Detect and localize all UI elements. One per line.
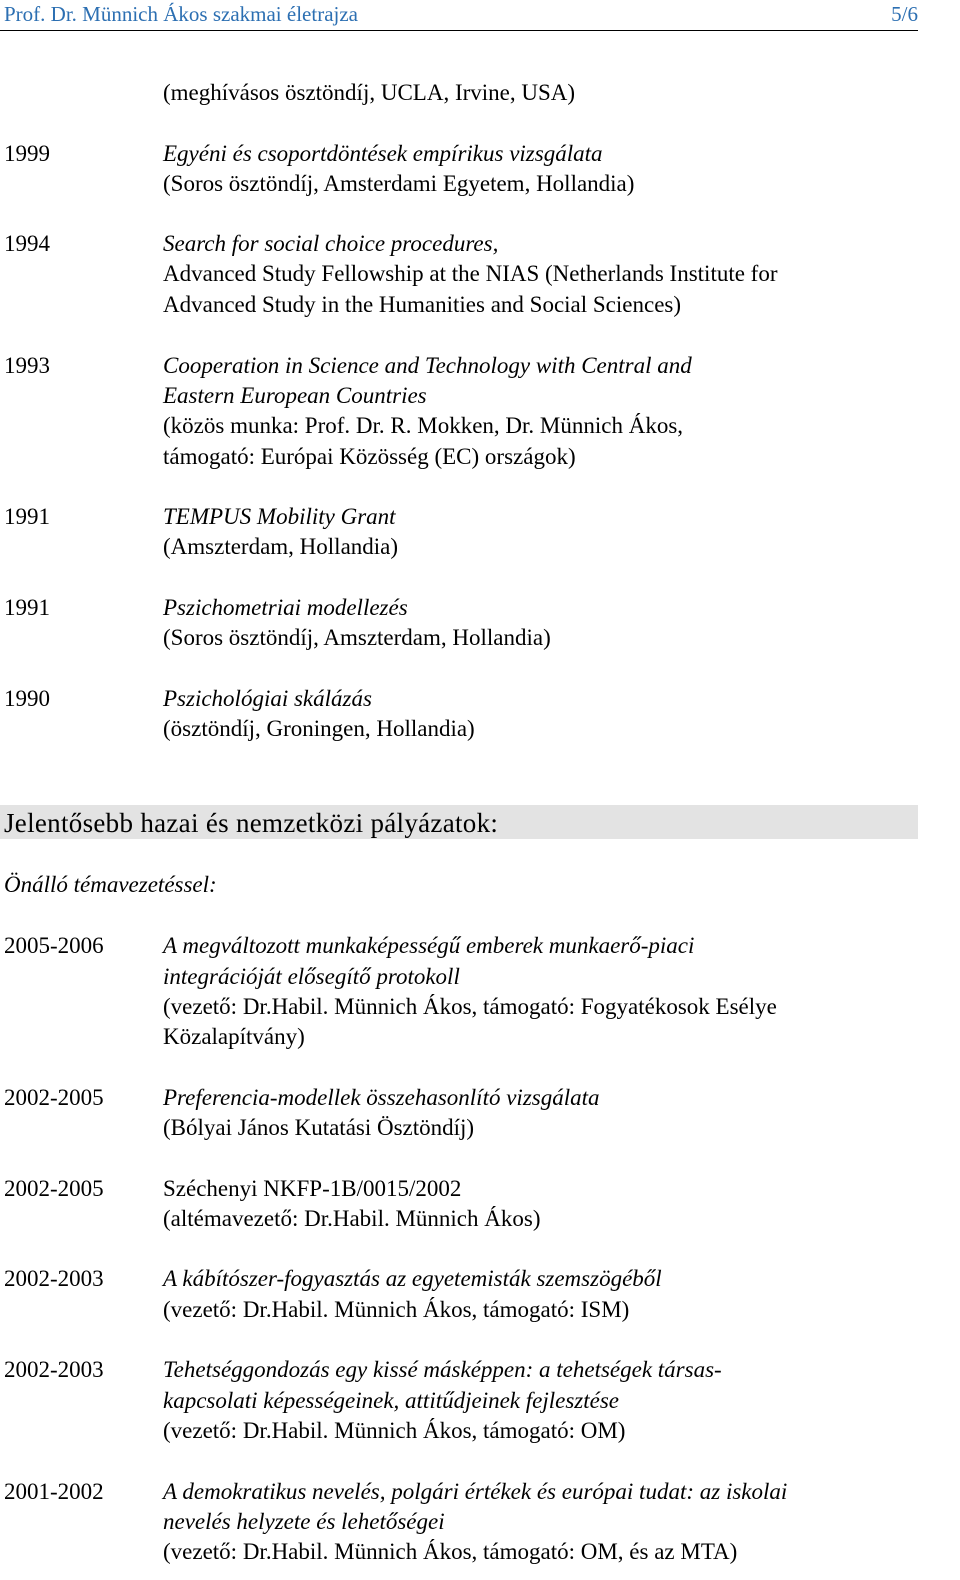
grant-detail: (vezető: Dr.Habil. Münnich Ákos, támogató: OM) bbox=[163, 1418, 626, 1443]
grant-years: 2002-2005 bbox=[4, 1085, 104, 1110]
grant-detail: (vezető: Dr.Habil. Münnich Ákos, támogató: Fogyatékosok Esélye bbox=[163, 994, 777, 1019]
entry-title: Pszichometriai modellezés bbox=[163, 595, 408, 620]
entry-year: 1993 bbox=[4, 353, 50, 378]
entry-year: 1999 bbox=[4, 141, 50, 166]
entry-title: Egyéni és csoportdöntések empírikus vizsgálata bbox=[163, 141, 603, 166]
grant-title: Preferencia-modellek összehasonlító vizsgálata bbox=[163, 1085, 600, 1110]
grant-title: Széchenyi NKFP-1B/0015/2002 bbox=[163, 1176, 462, 1201]
grant-title: A demokratikus nevelés, polgári értékek és európai tudat: az iskolai bbox=[163, 1479, 788, 1504]
subsection-title: Önálló témavezetéssel: bbox=[4, 872, 217, 897]
grant-title: Tehetséggondozás egy kissé másképpen: a tehetségek társas- bbox=[163, 1357, 722, 1382]
entry-detail: (közös munka: Prof. Dr. R. Mokken, Dr. Münnich Ákos, bbox=[163, 413, 684, 438]
header-title: Prof. Dr. Münnich Ákos szakmai életrajza bbox=[4, 2, 358, 26]
grant-title: integrációját elősegítő protokoll bbox=[163, 964, 460, 989]
entry-detail: (ösztöndíj, Groningen, Hollandia) bbox=[163, 716, 475, 741]
grant-title: A megváltozott munkaképességű emberek munkaerő-piaci bbox=[163, 933, 695, 958]
grant-years: 2002-2003 bbox=[4, 1266, 104, 1291]
entry-title: Search for social choice procedures, bbox=[163, 231, 499, 256]
grant-title: nevelés helyzete és lehetőségei bbox=[163, 1509, 445, 1534]
section-title: Jelentősebb hazai és nemzetközi pályázatok: bbox=[4, 808, 499, 838]
entry-year: 1991 bbox=[4, 595, 50, 620]
entry-detail: (Soros ösztöndíj, Amsterdami Egyetem, Hollandia) bbox=[163, 171, 635, 196]
entry-detail: Advanced Study Fellowship at the NIAS (Netherlands Institute for bbox=[163, 261, 778, 286]
grant-detail: (Bólyai János Kutatási Ösztöndíj) bbox=[163, 1115, 475, 1140]
grant-title: A kábítószer-fogyasztás az egyetemisták szemszögéből bbox=[163, 1266, 662, 1291]
grant-detail: (vezető: Dr.Habil. Münnich Ákos, támogató: OM, és az MTA) bbox=[163, 1539, 738, 1564]
entry-year: 1991 bbox=[4, 504, 50, 529]
page-number: 5/6 bbox=[891, 2, 918, 26]
entry-title: Eastern European Countries bbox=[163, 383, 427, 408]
grant-years: 2005-2006 bbox=[4, 933, 104, 958]
entry-title: TEMPUS Mobility Grant bbox=[163, 504, 396, 529]
grant-years: 2002-2003 bbox=[4, 1357, 104, 1382]
entry-detail: Advanced Study in the Humanities and Social Sciences) bbox=[163, 292, 682, 317]
grant-years: 2001-2002 bbox=[4, 1479, 104, 1504]
entry-detail: (Amszterdam, Hollandia) bbox=[163, 534, 399, 559]
grant-detail: (altémavezető: Dr.Habil. Münnich Ákos) bbox=[163, 1206, 541, 1231]
entry-title: Pszichológiai skálázás bbox=[163, 686, 372, 711]
grant-title: kapcsolati képességeinek, attitűdjeinek fejlesztése bbox=[163, 1388, 620, 1413]
entry-title: Cooperation in Science and Technology with Central and bbox=[163, 353, 692, 378]
entry-detail: (Soros ösztöndíj, Amszterdam, Hollandia) bbox=[163, 625, 551, 650]
grant-years: 2002-2005 bbox=[4, 1176, 104, 1201]
entry-detail: támogató: Európai Közösség (EC) országok) bbox=[163, 444, 576, 469]
scholarship-continuation: (meghívásos ösztöndíj, UCLA, Irvine, USA) bbox=[163, 80, 576, 105]
page-header bbox=[0, 0, 918, 31]
grant-detail: Közalapítvány) bbox=[163, 1024, 305, 1049]
grant-detail: (vezető: Dr.Habil. Münnich Ákos, támogató: ISM) bbox=[163, 1297, 630, 1322]
entry-year: 1990 bbox=[4, 686, 50, 711]
entry-year: 1994 bbox=[4, 231, 50, 256]
